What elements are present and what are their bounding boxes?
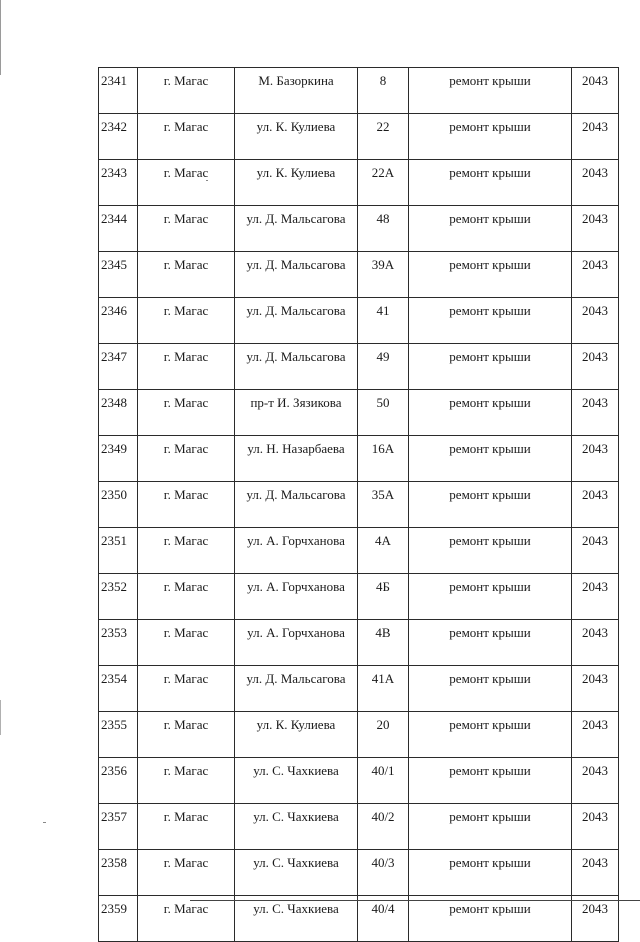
city-cell: г. Магас xyxy=(138,574,235,620)
house-number-cell: 22А xyxy=(358,160,409,206)
street-cell: ул. С. Чахкиева xyxy=(235,804,358,850)
city-cell: г. Магас xyxy=(138,528,235,574)
year-cell: 2043 xyxy=(572,574,619,620)
row-number-cell: 2348 xyxy=(99,390,138,436)
row-number-cell: 2347 xyxy=(99,344,138,390)
city-cell: г. Магас xyxy=(138,436,235,482)
street-cell: ул. А. Горчханова xyxy=(235,620,358,666)
city-cell: г. Магас xyxy=(138,206,235,252)
city-cell: г. Магас xyxy=(138,804,235,850)
year-cell: 2043 xyxy=(572,482,619,528)
scan-edge-mark xyxy=(0,700,1,735)
row-number-cell: 2359 xyxy=(99,896,138,942)
year-cell: 2043 xyxy=(572,758,619,804)
work-type-cell: ремонт крыши xyxy=(409,574,572,620)
table-row xyxy=(99,390,619,436)
city-cell: г. Магас xyxy=(138,712,235,758)
year-cell: 2043 xyxy=(572,298,619,344)
work-type-cell: ремонт крыши xyxy=(409,68,572,114)
work-type-cell: ремонт крыши xyxy=(409,850,572,896)
city-cell: г. Магас xyxy=(138,252,235,298)
year-cell: 2043 xyxy=(572,68,619,114)
city-cell: г. Магас xyxy=(138,620,235,666)
street-cell: ул. С. Чахкиева xyxy=(235,896,358,942)
work-type-cell: ремонт крыши xyxy=(409,804,572,850)
year-cell: 2043 xyxy=(572,804,619,850)
row-number-cell: 2349 xyxy=(99,436,138,482)
city-cell: г. Магас xyxy=(138,68,235,114)
city-cell: г. Магас xyxy=(138,390,235,436)
work-type-cell: ремонт крыши xyxy=(409,114,572,160)
year-cell: 2043 xyxy=(572,436,619,482)
row-number-cell: 2351 xyxy=(99,528,138,574)
table-row xyxy=(99,252,619,298)
row-number-cell: 2355 xyxy=(99,712,138,758)
city-cell: г. Магас xyxy=(138,344,235,390)
work-type-cell: ремонт крыши xyxy=(409,896,572,942)
table-row xyxy=(99,620,619,666)
street-cell: ул. Д. Мальсагова xyxy=(235,206,358,252)
street-cell: М. Базоркина xyxy=(235,68,358,114)
street-cell: ул. Д. Мальсагова xyxy=(235,344,358,390)
street-cell: пр-т И. Зязикова xyxy=(235,390,358,436)
work-type-cell: ремонт крыши xyxy=(409,712,572,758)
row-number-cell: 2346 xyxy=(99,298,138,344)
work-type-cell: ремонт крыши xyxy=(409,252,572,298)
table-row xyxy=(99,712,619,758)
street-cell: ул. С. Чахкиева xyxy=(235,758,358,804)
table-row xyxy=(99,114,619,160)
row-number-cell: 2344 xyxy=(99,206,138,252)
street-cell: ул. Д. Мальсагова xyxy=(235,298,358,344)
year-cell: 2043 xyxy=(572,344,619,390)
table-row xyxy=(99,528,619,574)
street-cell: ул. Д. Мальсагова xyxy=(235,666,358,712)
city-cell: г. Магас xyxy=(138,160,235,206)
house-number-cell: 4Б xyxy=(358,574,409,620)
house-number-cell: 50 xyxy=(358,390,409,436)
street-cell: ул. Н. Назарбаева xyxy=(235,436,358,482)
house-number-cell: 40/1 xyxy=(358,758,409,804)
year-cell: 2043 xyxy=(572,252,619,298)
street-cell: ул. С. Чахкиева xyxy=(235,850,358,896)
year-cell: 2043 xyxy=(572,850,619,896)
table-row xyxy=(99,758,619,804)
work-type-cell: ремонт крыши xyxy=(409,482,572,528)
city-cell: г. Магас xyxy=(138,666,235,712)
table-row xyxy=(99,804,619,850)
scan-edge-mark xyxy=(0,0,1,75)
year-cell: 2043 xyxy=(572,206,619,252)
table-row xyxy=(99,482,619,528)
row-number-cell: 2341 xyxy=(99,68,138,114)
street-cell: ул. Д. Мальсагова xyxy=(235,252,358,298)
street-cell: ул. К. Кулиева xyxy=(235,712,358,758)
year-cell: 2043 xyxy=(572,712,619,758)
repair-schedule-table xyxy=(98,67,619,942)
year-cell: 2043 xyxy=(572,896,619,942)
house-number-cell: 48 xyxy=(358,206,409,252)
house-number-cell: 4В xyxy=(358,620,409,666)
row-number-cell: 2343 xyxy=(99,160,138,206)
scan-speck xyxy=(43,822,46,823)
house-number-cell: 35А xyxy=(358,482,409,528)
house-number-cell: 16А xyxy=(358,436,409,482)
year-cell: 2043 xyxy=(572,390,619,436)
city-cell: г. Магас xyxy=(138,298,235,344)
work-type-cell: ремонт крыши xyxy=(409,344,572,390)
year-cell: 2043 xyxy=(572,528,619,574)
city-cell: г. Магас xyxy=(138,114,235,160)
year-cell: 2043 xyxy=(572,114,619,160)
row-number-cell: 2353 xyxy=(99,620,138,666)
house-number-cell: 40/2 xyxy=(358,804,409,850)
house-number-cell: 4А xyxy=(358,528,409,574)
house-number-cell: 22 xyxy=(358,114,409,160)
row-number-cell: 2345 xyxy=(99,252,138,298)
city-cell: г. Магас xyxy=(138,482,235,528)
city-cell: г. Магас xyxy=(138,758,235,804)
street-cell: ул. К. Кулиева xyxy=(235,160,358,206)
row-number-cell: 2352 xyxy=(99,574,138,620)
street-cell: ул. А. Горчханова xyxy=(235,528,358,574)
work-type-cell: ремонт крыши xyxy=(409,436,572,482)
work-type-cell: ремонт крыши xyxy=(409,528,572,574)
table-row xyxy=(99,850,619,896)
city-cell: г. Магас xyxy=(138,850,235,896)
city-cell: г. Магас xyxy=(138,896,235,942)
table-row xyxy=(99,436,619,482)
bottom-rule xyxy=(190,900,640,901)
row-number-cell: 2354 xyxy=(99,666,138,712)
table-row xyxy=(99,298,619,344)
row-number-cell: 2358 xyxy=(99,850,138,896)
street-cell: ул. Д. Мальсагова xyxy=(235,482,358,528)
row-number-cell: 2356 xyxy=(99,758,138,804)
street-cell: ул. К. Кулиева xyxy=(235,114,358,160)
work-type-cell: ремонт крыши xyxy=(409,666,572,712)
work-type-cell: ремонт крыши xyxy=(409,298,572,344)
house-number-cell: 8 xyxy=(358,68,409,114)
work-type-cell: ремонт крыши xyxy=(409,620,572,666)
work-type-cell: ремонт крыши xyxy=(409,758,572,804)
house-number-cell: 41 xyxy=(358,298,409,344)
house-number-cell: 40/4 xyxy=(358,896,409,942)
table-row xyxy=(99,574,619,620)
work-type-cell: ремонт крыши xyxy=(409,206,572,252)
table-row xyxy=(99,206,619,252)
row-number-cell: 2350 xyxy=(99,482,138,528)
table-row xyxy=(99,896,619,942)
house-number-cell: 49 xyxy=(358,344,409,390)
year-cell: 2043 xyxy=(572,666,619,712)
house-number-cell: 20 xyxy=(358,712,409,758)
table-row xyxy=(99,68,619,114)
house-number-cell: 40/3 xyxy=(358,850,409,896)
house-number-cell: 39А xyxy=(358,252,409,298)
table-body xyxy=(99,68,619,942)
work-type-cell: ремонт крыши xyxy=(409,390,572,436)
street-cell: ул. А. Горчханова xyxy=(235,574,358,620)
work-type-cell: ремонт крыши xyxy=(409,160,572,206)
year-cell: 2043 xyxy=(572,160,619,206)
table-row xyxy=(99,160,619,206)
year-cell: 2043 xyxy=(572,620,619,666)
row-number-cell: 2357 xyxy=(99,804,138,850)
row-number-cell: 2342 xyxy=(99,114,138,160)
table-row xyxy=(99,344,619,390)
table-row xyxy=(99,666,619,712)
house-number-cell: 41А xyxy=(358,666,409,712)
